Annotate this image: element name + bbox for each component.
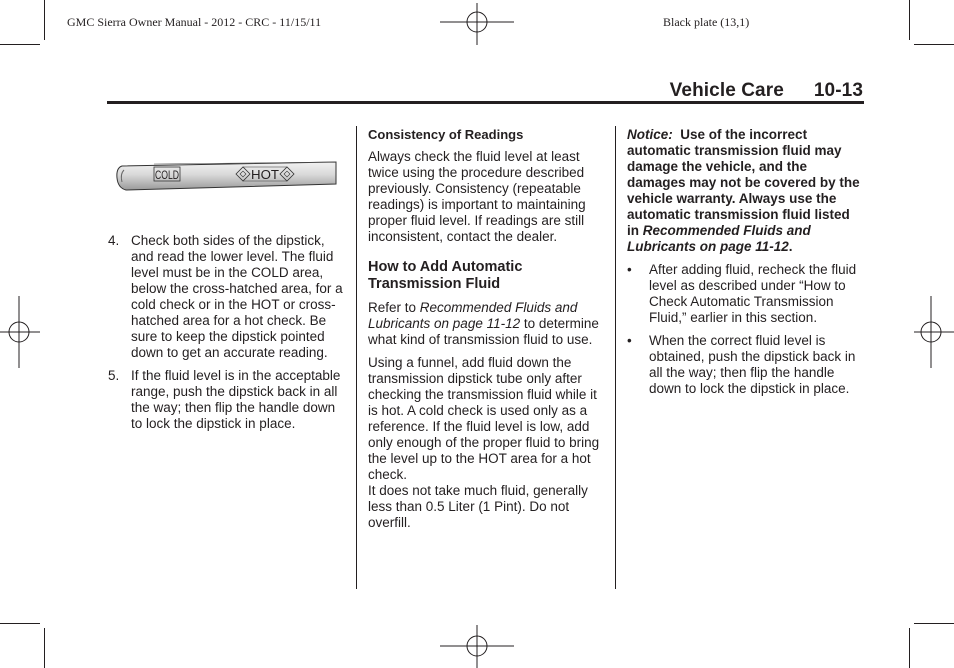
column-divider <box>615 126 616 589</box>
crop-mark <box>0 44 40 45</box>
crop-mark <box>914 623 954 624</box>
dipstick-cold-label: COLD <box>155 168 180 182</box>
notice-link[interactable]: Recommended Fluids and Lubricants on page 11-12 <box>627 223 811 254</box>
amount-paragraph: It does not take much fluid, generally less than 0.5 Liter (1 Pint). Do not overfill. <box>368 483 588 530</box>
page-number: 10-13 <box>813 80 863 101</box>
print-header-right: Black plate (13,1) <box>663 15 750 29</box>
refer-link[interactable]: Recommended Fluids and Lubricants on page 11-12 <box>368 300 578 331</box>
crop-mark <box>44 628 45 668</box>
bullet-item <box>627 262 862 326</box>
dipstick-hot-label: HOT <box>251 167 280 182</box>
consistency-paragraph: Always check the fluid level at least twice using the procedure described previously. Consistency (repeatable readings) is important to maintaining proper fluid level. If readings are still inconsistent, contact the dealer. <box>368 149 586 244</box>
column-1 <box>108 233 346 439</box>
notice-label: Notice: <box>627 127 673 142</box>
registration-mark-left <box>0 296 40 368</box>
crop-mark <box>44 0 45 40</box>
crop-mark <box>909 628 910 668</box>
crop-mark <box>909 0 910 40</box>
column-2 <box>368 127 606 538</box>
column-divider <box>356 126 357 589</box>
crop-mark <box>914 44 954 45</box>
consistency-heading: Consistency of Readings <box>368 127 524 142</box>
notice-text: Use of the incorrect automatic transmission fluid may damage the vehicle, and the damages may not be covered by the vehicle warranty. Always use the automatic transmission fluid listed in <box>627 127 860 238</box>
crop-mark <box>0 623 40 624</box>
list-number: 5. <box>108 368 120 383</box>
list-text: If the fluid level is in the acceptable range, push the dipstick back in all the way; then flip the handle down to lock the dipstick in place. <box>131 368 341 431</box>
header-rule <box>107 101 864 104</box>
list-text: Check both sides of the dipstick, and read the lower level. The fluid level must be in the COLD area, below the cross-hatched area, for a cold check or in the HOT or cross-hatched area for a hot check. Be sure to keep the dipstick pointed down to get an accurate reading. <box>131 233 343 360</box>
refer-post: to determine what kind of transmission fluid to use. <box>368 316 599 347</box>
list-number: 4. <box>108 233 120 248</box>
notice-end: . <box>788 239 793 254</box>
registration-mark-bottom <box>440 625 514 668</box>
refer-paragraph <box>368 300 606 348</box>
add-fluid-heading: How to Add Automatic Transmission Fluid <box>368 259 523 292</box>
bullet-text: After adding fluid, recheck the fluid level as described under “How to Check Automatic Transmission Fluid,” earlier in this section. <box>649 262 857 325</box>
list-item <box>108 368 346 432</box>
notice-paragraph <box>627 127 862 255</box>
bullet-glyph: • <box>627 333 632 348</box>
refer-pre: Refer to <box>368 300 420 315</box>
column-3 <box>627 127 862 404</box>
registration-mark-top <box>440 3 514 45</box>
page-title <box>670 80 863 102</box>
bullet-glyph: • <box>627 262 632 277</box>
bullet-item <box>627 333 862 397</box>
list-item <box>108 233 346 361</box>
print-header-left: GMC Sierra Owner Manual - 2012 - CRC - 11/15/11 <box>67 15 322 29</box>
section-name: Vehicle Care <box>669 80 784 101</box>
funnel-paragraph: Using a funnel, add fluid down the transmission dipstick tube only after checking the transmission fluid while it is hot. A cold check is used only as a reference. If the fluid level is low, add only enough of the proper fluid to bring the level up to the HOT area for a hot check. <box>368 355 600 482</box>
bullet-text: When the correct fluid level is obtained, push the dipstick back in all the way; then flip the handle down to lock the dipstick in place. <box>649 333 856 396</box>
registration-mark-right <box>914 296 954 368</box>
dipstick-illustration <box>114 154 340 196</box>
